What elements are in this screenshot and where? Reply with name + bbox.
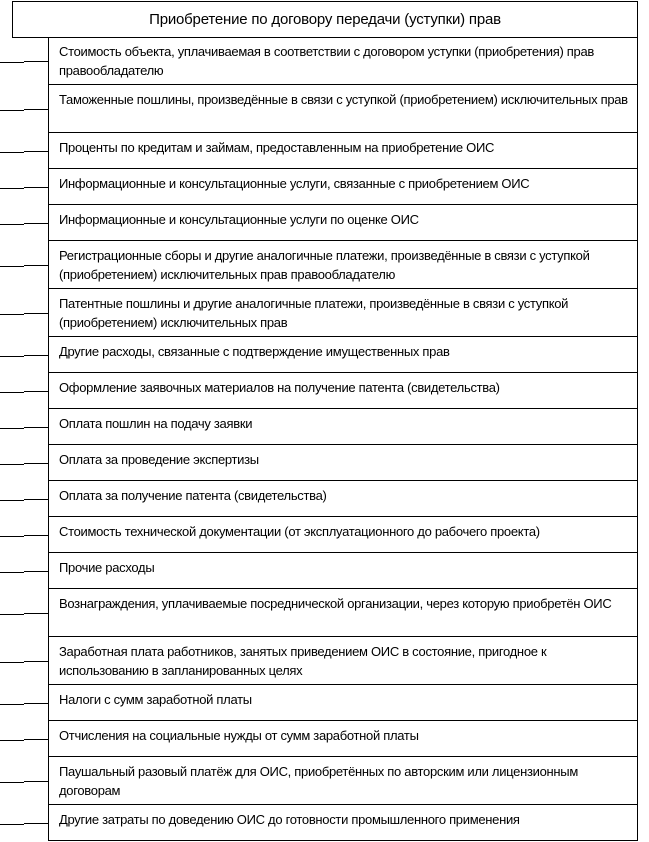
connector-line [0, 266, 24, 267]
connector-line [24, 661, 48, 662]
cost-item: Таможенные пошлины, произведённые в связи с уступкой (приобретением) исключительных прав [49, 85, 637, 133]
connector-line [0, 614, 24, 615]
connector-line [24, 355, 48, 356]
connector-line [24, 613, 48, 614]
connector-line [24, 499, 48, 500]
connector-line [0, 62, 24, 63]
connector-line [24, 109, 48, 110]
connector-line [0, 392, 24, 393]
cost-item: Стоимость объекта, уплачиваемая в соответствии с договором уступки (приобретения) прав правообладателю [49, 37, 637, 85]
connector-line [0, 428, 24, 429]
cost-item: Стоимость технической документации (от эксплуатационного до рабочего проекта) [49, 517, 637, 553]
connector-line [24, 463, 48, 464]
connector-line [0, 662, 24, 663]
connector-line [0, 572, 24, 573]
cost-items-list [48, 37, 638, 841]
connector-line [0, 224, 24, 225]
cost-item: Оплата пошлин на подачу заявки [49, 409, 637, 445]
connector-line [0, 500, 24, 501]
connector-line [24, 823, 48, 824]
connector-line [0, 704, 24, 705]
cost-item: Патентные пошлины и другие аналогичные платежи, произведённые в связи с уступкой (приобретением) исключительных прав [49, 289, 637, 337]
cost-item: Оплата за получение патента (свидетельства) [49, 481, 637, 517]
connector-line [24, 61, 48, 62]
connector-line [24, 427, 48, 428]
cost-item: Информационные и консультационные услуги, связанные с приобретением ОИС [49, 169, 637, 205]
cost-item: Оплата за проведение экспертизы [49, 445, 637, 481]
cost-item: Налоги с сумм заработной платы [49, 685, 637, 721]
connector-line [0, 740, 24, 741]
cost-item: Другие затраты по доведению ОИС до готовности промышленного применения [49, 805, 637, 841]
connector-line [0, 824, 24, 825]
connector-line [24, 391, 48, 392]
connector-line [0, 356, 24, 357]
cost-item: Проценты по кредитам и займам, предоставленным на приобретение ОИС [49, 133, 637, 169]
connector-line [0, 152, 24, 153]
diagram-title-box [12, 1, 638, 38]
connector-line [24, 535, 48, 536]
cost-item: Регистрационные сборы и другие аналогичные платежи, произведённые в связи с уступкой (приобретением) исключительных прав правообладателю [49, 241, 637, 289]
connector-line [24, 703, 48, 704]
connector-line [24, 571, 48, 572]
connector-line [24, 781, 48, 782]
connector-line [24, 151, 48, 152]
connector-line [24, 187, 48, 188]
connector-line [24, 313, 48, 314]
connector-line [0, 464, 24, 465]
connector-line [24, 223, 48, 224]
connector-line [0, 314, 24, 315]
connector-line [0, 782, 24, 783]
cost-item: Отчисления на социальные нужды от сумм заработной платы [49, 721, 637, 757]
connector-line [0, 536, 24, 537]
cost-item: Заработная плата работников, занятых приведением ОИС в состояние, пригодное к использованию в запланированных целях [49, 637, 637, 685]
connector-line [0, 110, 24, 111]
connector-line [0, 188, 24, 189]
cost-item: Информационные и консультационные услуги по оценке ОИС [49, 205, 637, 241]
connector-line [24, 265, 48, 266]
cost-item: Паушальный разовый платёж для ОИС, приобретённых по авторским или лицензионным договорам [49, 757, 637, 805]
cost-item: Вознаграждения, уплачиваемые посреднической организации, через которую приобретён ОИС [49, 589, 637, 637]
connector-line [24, 739, 48, 740]
cost-item: Другие расходы, связанные с подтверждение имущественных прав [49, 337, 637, 373]
diagram-title: Приобретение по договору передачи (уступки) прав [149, 11, 501, 28]
cost-item: Оформление заявочных материалов на получение патента (свидетельства) [49, 373, 637, 409]
cost-item: Прочие расходы [49, 553, 637, 589]
